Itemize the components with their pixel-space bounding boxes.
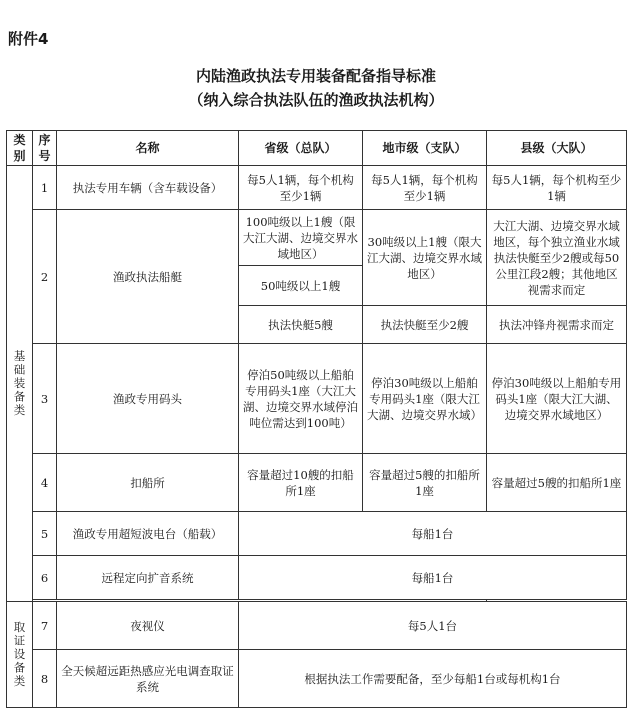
table-row — [7, 454, 627, 512]
row-number: 7 — [33, 602, 57, 650]
table-row — [7, 512, 627, 556]
header-number: 序号 — [33, 131, 57, 166]
header-name: 名称 — [57, 131, 239, 166]
table-header-row — [7, 131, 627, 166]
row-number: 3 — [33, 344, 57, 454]
header-category: 类别 — [7, 131, 33, 166]
county-value: 每5人1辆，每个机构至少1辆 — [487, 166, 627, 210]
row-number: 4 — [33, 454, 57, 512]
province-value-large-boat: 100吨级以上1艘（限大江大湖、边境交界水域地区） — [239, 210, 363, 266]
city-value: 容量超过5艘的扣船所1座 — [363, 454, 487, 512]
attachment-label: 附件4 — [8, 30, 49, 48]
all-levels-value: 每船1台 — [239, 556, 627, 600]
document-subtitle: （纳入综合执法队伍的渔政执法机构） — [188, 91, 444, 109]
city-value: 每5人1辆，每个机构至少1辆 — [363, 166, 487, 210]
row-name: 执法专用车辆（含车载设备） — [57, 166, 239, 210]
province-value-medium-boat: 50吨级以上1艘 — [239, 266, 363, 306]
all-levels-value: 每5人1台 — [239, 602, 627, 650]
row-number: 6 — [33, 556, 57, 600]
county-value: 容量超过5艘的扣船所1座 — [487, 454, 627, 512]
province-value: 每5人1辆，每个机构至少1辆 — [239, 166, 363, 210]
all-levels-value: 根据执法工作需要配备，至少每船1台或每机构1台 — [239, 650, 627, 708]
category-basic: 基础装备类 — [12, 349, 27, 418]
category-cell-evidence — [7, 602, 33, 708]
row-number: 1 — [33, 166, 57, 210]
category-evidence: 取证设备类 — [12, 620, 27, 689]
row-number: 5 — [33, 512, 57, 556]
city-value: 停泊30吨级以上船舶专用码头1座（限大江大湖、边境交界水域） — [363, 344, 487, 454]
province-value: 停泊50吨级以上船舶专用码头1座（大江大湖、边境交界水域停泊吨位需达到100吨） — [239, 344, 363, 454]
row-number: 2 — [33, 210, 57, 344]
document-title: 内陆渔政执法专用装备配备指导标准 — [195, 67, 436, 85]
province-value: 容量超过10艘的扣船所1座 — [239, 454, 363, 512]
header-city: 地市级（支队） — [363, 131, 487, 166]
table-row — [7, 344, 627, 454]
row-number: 8 — [33, 650, 57, 708]
table-row — [7, 166, 627, 210]
row-name: 渔政专用超短波电台（船载） — [57, 512, 239, 556]
equipment-standards-table — [6, 130, 627, 708]
category-cell-basic — [7, 166, 33, 602]
table-row — [7, 650, 627, 708]
row-name: 渔政执法船艇 — [57, 210, 239, 344]
header-county: 县级（大队） — [487, 131, 627, 166]
county-value-boat: 大江大湖、边境交界水域地区，每个独立渔业水域执法快艇至少2艘或每50公里江段2艘；其他地区视需求而定 — [487, 210, 627, 306]
city-value-speedboat: 执法快艇至少2艘 — [363, 306, 487, 344]
row-name: 夜视仪 — [57, 602, 239, 650]
province-value-speedboat: 执法快艇5艘 — [239, 306, 363, 344]
row-name: 扣船所 — [57, 454, 239, 512]
row-name: 远程定向扩音系统 — [57, 556, 239, 600]
table-row — [7, 210, 627, 266]
header-province: 省级（总队） — [239, 131, 363, 166]
county-value-speedboat: 执法冲锋舟视需求而定 — [487, 306, 627, 344]
table-row — [7, 556, 627, 600]
row-name: 全天候超远距热感应光电调查取证系统 — [57, 650, 239, 708]
all-levels-value: 每船1台 — [239, 512, 627, 556]
table-row — [7, 602, 627, 650]
row-name: 渔政专用码头 — [57, 344, 239, 454]
county-value: 停泊30吨级以上船舶专用码头1座（限大江大湖、边境交界水域地区） — [487, 344, 627, 454]
city-value-boat: 30吨级以上1艘（限大江大湖、边境交界水域地区） — [363, 210, 487, 306]
